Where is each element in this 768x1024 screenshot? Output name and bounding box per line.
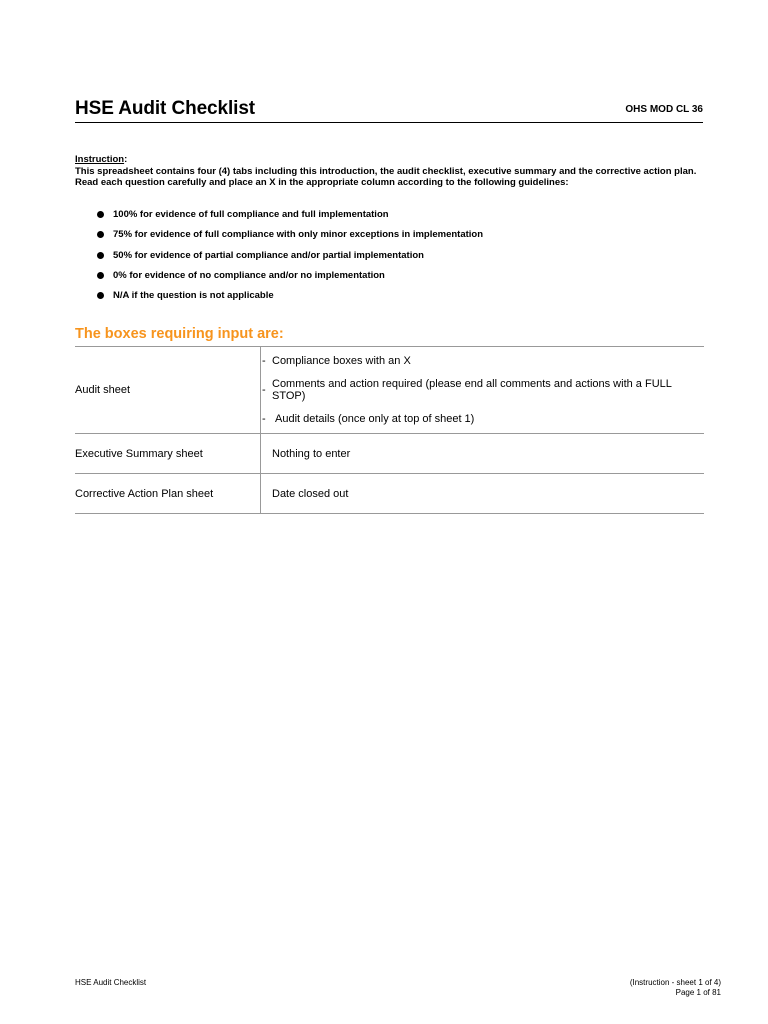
row-value: Date closed out [261, 474, 705, 514]
dash-marker: - [262, 384, 266, 396]
row-details [261, 347, 705, 434]
guideline-text: N/A if the question is not applicable [113, 290, 274, 302]
detail-item [262, 413, 704, 425]
row-value: Nothing to enter [261, 434, 705, 474]
dash-marker: - [262, 355, 266, 367]
instruction-colon: : [124, 154, 128, 165]
instruction-label: Instruction [75, 154, 125, 165]
footer-title: HSE Audit Checklist [75, 978, 147, 987]
guideline-item [97, 250, 483, 270]
bullet-icon [97, 272, 104, 279]
section-heading: The boxes requiring input are: [75, 326, 284, 342]
page-header [75, 96, 703, 123]
document-code: OHS MOD CL 36 [625, 104, 703, 115]
guidelines-list [97, 209, 483, 310]
guideline-text: 0% for evidence of no compliance and/or no implementation [113, 269, 385, 281]
guideline-text: 100% for evidence of full compliance and full implementation [113, 209, 389, 220]
detail-text: Compliance boxes with an X [272, 355, 411, 367]
bullet-icon [97, 292, 104, 299]
detail-item [262, 355, 704, 367]
guideline-item [97, 290, 483, 310]
row-label: Corrective Action Plan sheet [75, 474, 261, 514]
instruction-text: This spreadsheet contains four (4) tabs including this introduction, the audit checklist, executive summary and the corrective action plan. Read each question carefully and place an X in the appropriate column according to the following guidelines: [75, 165, 697, 188]
row-label: Executive Summary sheet [75, 434, 261, 474]
row-label: Audit sheet [75, 347, 261, 434]
guideline-item [97, 229, 483, 249]
footer-sheet: (Instruction - sheet 1 of 4) [629, 978, 721, 987]
bullet-icon [97, 231, 104, 238]
bullet-icon [97, 252, 104, 259]
detail-text: Comments and action required (please end all comments and actions with a FULL STOP) [272, 378, 672, 402]
table-row [75, 434, 704, 474]
guideline-item [97, 209, 483, 229]
footer-page-info [630, 978, 721, 998]
table-row [75, 474, 704, 514]
dash-marker: - [262, 413, 266, 425]
bullet-icon [97, 211, 104, 218]
guideline-text: 50% for evidence of partial compliance and/or partial implementation [113, 249, 424, 261]
instruction-block [75, 154, 705, 189]
detail-item [262, 378, 704, 402]
guideline-item [97, 270, 483, 290]
detail-text: Audit details (once only at top of sheet 1) [275, 413, 475, 425]
page-title: HSE Audit Checklist [75, 98, 256, 119]
input-boxes-table [75, 346, 704, 514]
guideline-text: 75% for evidence of full compliance with only minor exceptions in implementation [113, 229, 484, 241]
table-row [75, 347, 704, 434]
footer-page-number: Page 1 of 81 [675, 988, 721, 997]
